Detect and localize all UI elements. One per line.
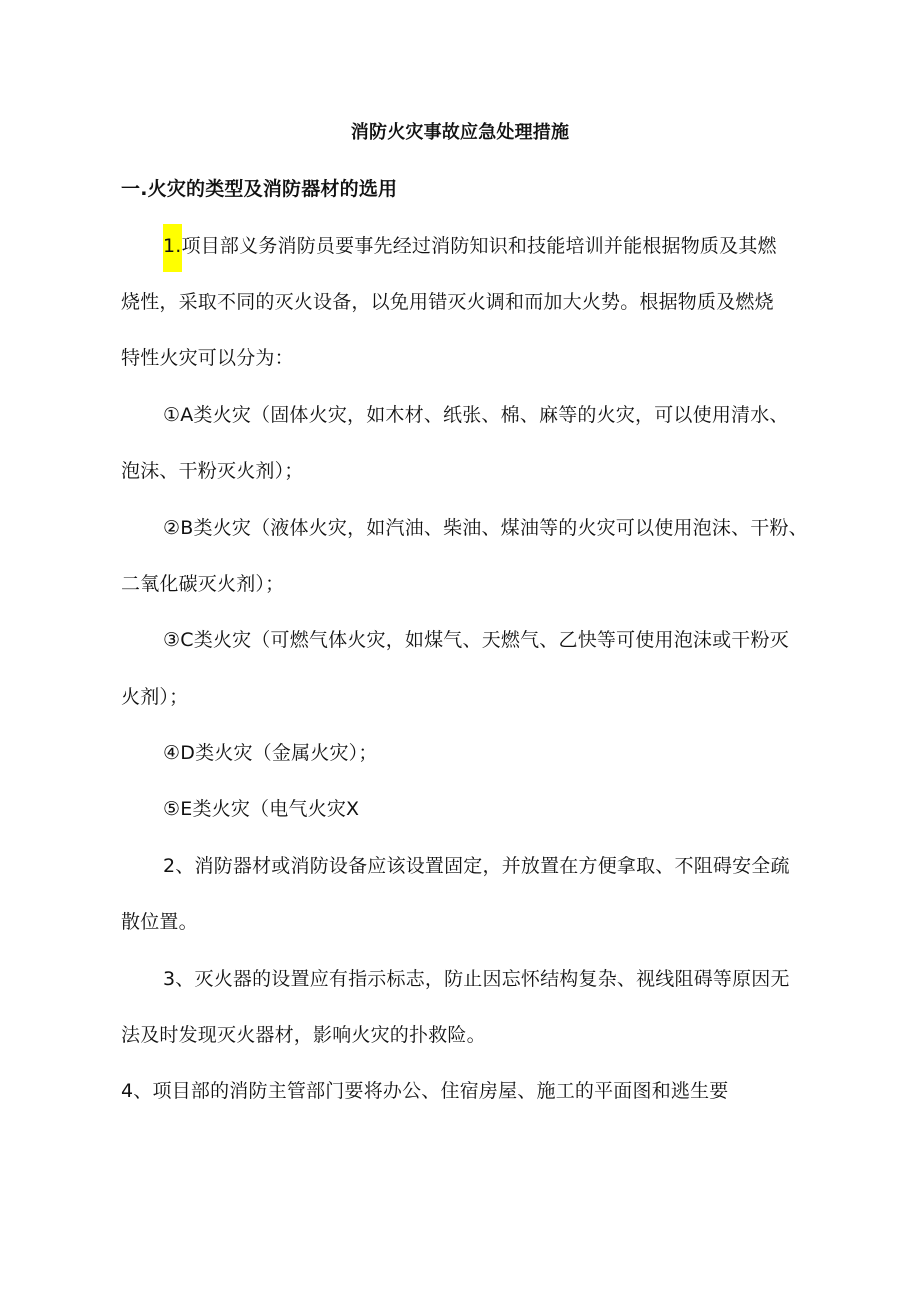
fire-class-b-line-2: 二氧化碳灭火剂）；: [121, 573, 285, 595]
fire-class-e-line: ⑤E类火灾（电气火灾X: [163, 798, 360, 820]
fire-class-a-line-2: 泡沫、干粉灭火剂）；: [121, 460, 304, 482]
paragraph-4-line-1: 4、项目部的消防主管部门要将办公、住宿房屋、施工的平面图和逃生要: [121, 1080, 729, 1102]
paragraph-text: 项目部义务消防员要事先经过消防知识和技能培训并能根据物质及其燃: [181, 235, 777, 257]
fire-class-b-line-1: ②B类火灾（液体火灾，如汽油、柴油、煤油等的火灾可以使用泡沫、干粉、: [163, 517, 808, 539]
paragraph-line-1: [163, 232, 777, 272]
paragraph-3-line-1: 3、灭火器的设置应有指示标志，防止因忘怀结构复杂、视线阻碍等原因无: [163, 968, 790, 990]
paragraph-3-line-2: 法及时发现灭火器材，影响火灾的扑救险。: [121, 1024, 486, 1046]
fire-class-d-line: ④D类火灾（金属火灾）；: [163, 742, 378, 764]
fire-class-c-line-2: 火剂）；: [121, 686, 189, 708]
highlighted-marker: 1.: [163, 224, 182, 272]
section-heading: 一.火灾的类型及消防器材的选用: [121, 178, 398, 200]
paragraph-line-2: 烧性，采取不同的灭火设备，以免用错灭火调和而加大火势。根据物质及燃烧: [121, 291, 774, 313]
fire-class-a-line-1: ①A类火灾（固体火灾，如木材、纸张、棉、麻等的火灾，可以使用清水、: [163, 404, 789, 426]
document-title: 消防火灾事故应急处理措施: [350, 122, 570, 143]
paragraph-2-line-2: 散位置。: [121, 911, 198, 933]
paragraph-2-line-1: 2、消防器材或消防设备应该设置固定，并放置在方便拿取、不阻碍安全疏: [163, 855, 790, 877]
paragraph-line-3: 特性火灾可以分为：: [121, 347, 294, 369]
fire-class-c-line-1: ③C类火灾（可燃气体火灾，如煤气、天燃气、乙快等可使用泡沫或干粉灭: [163, 629, 789, 651]
